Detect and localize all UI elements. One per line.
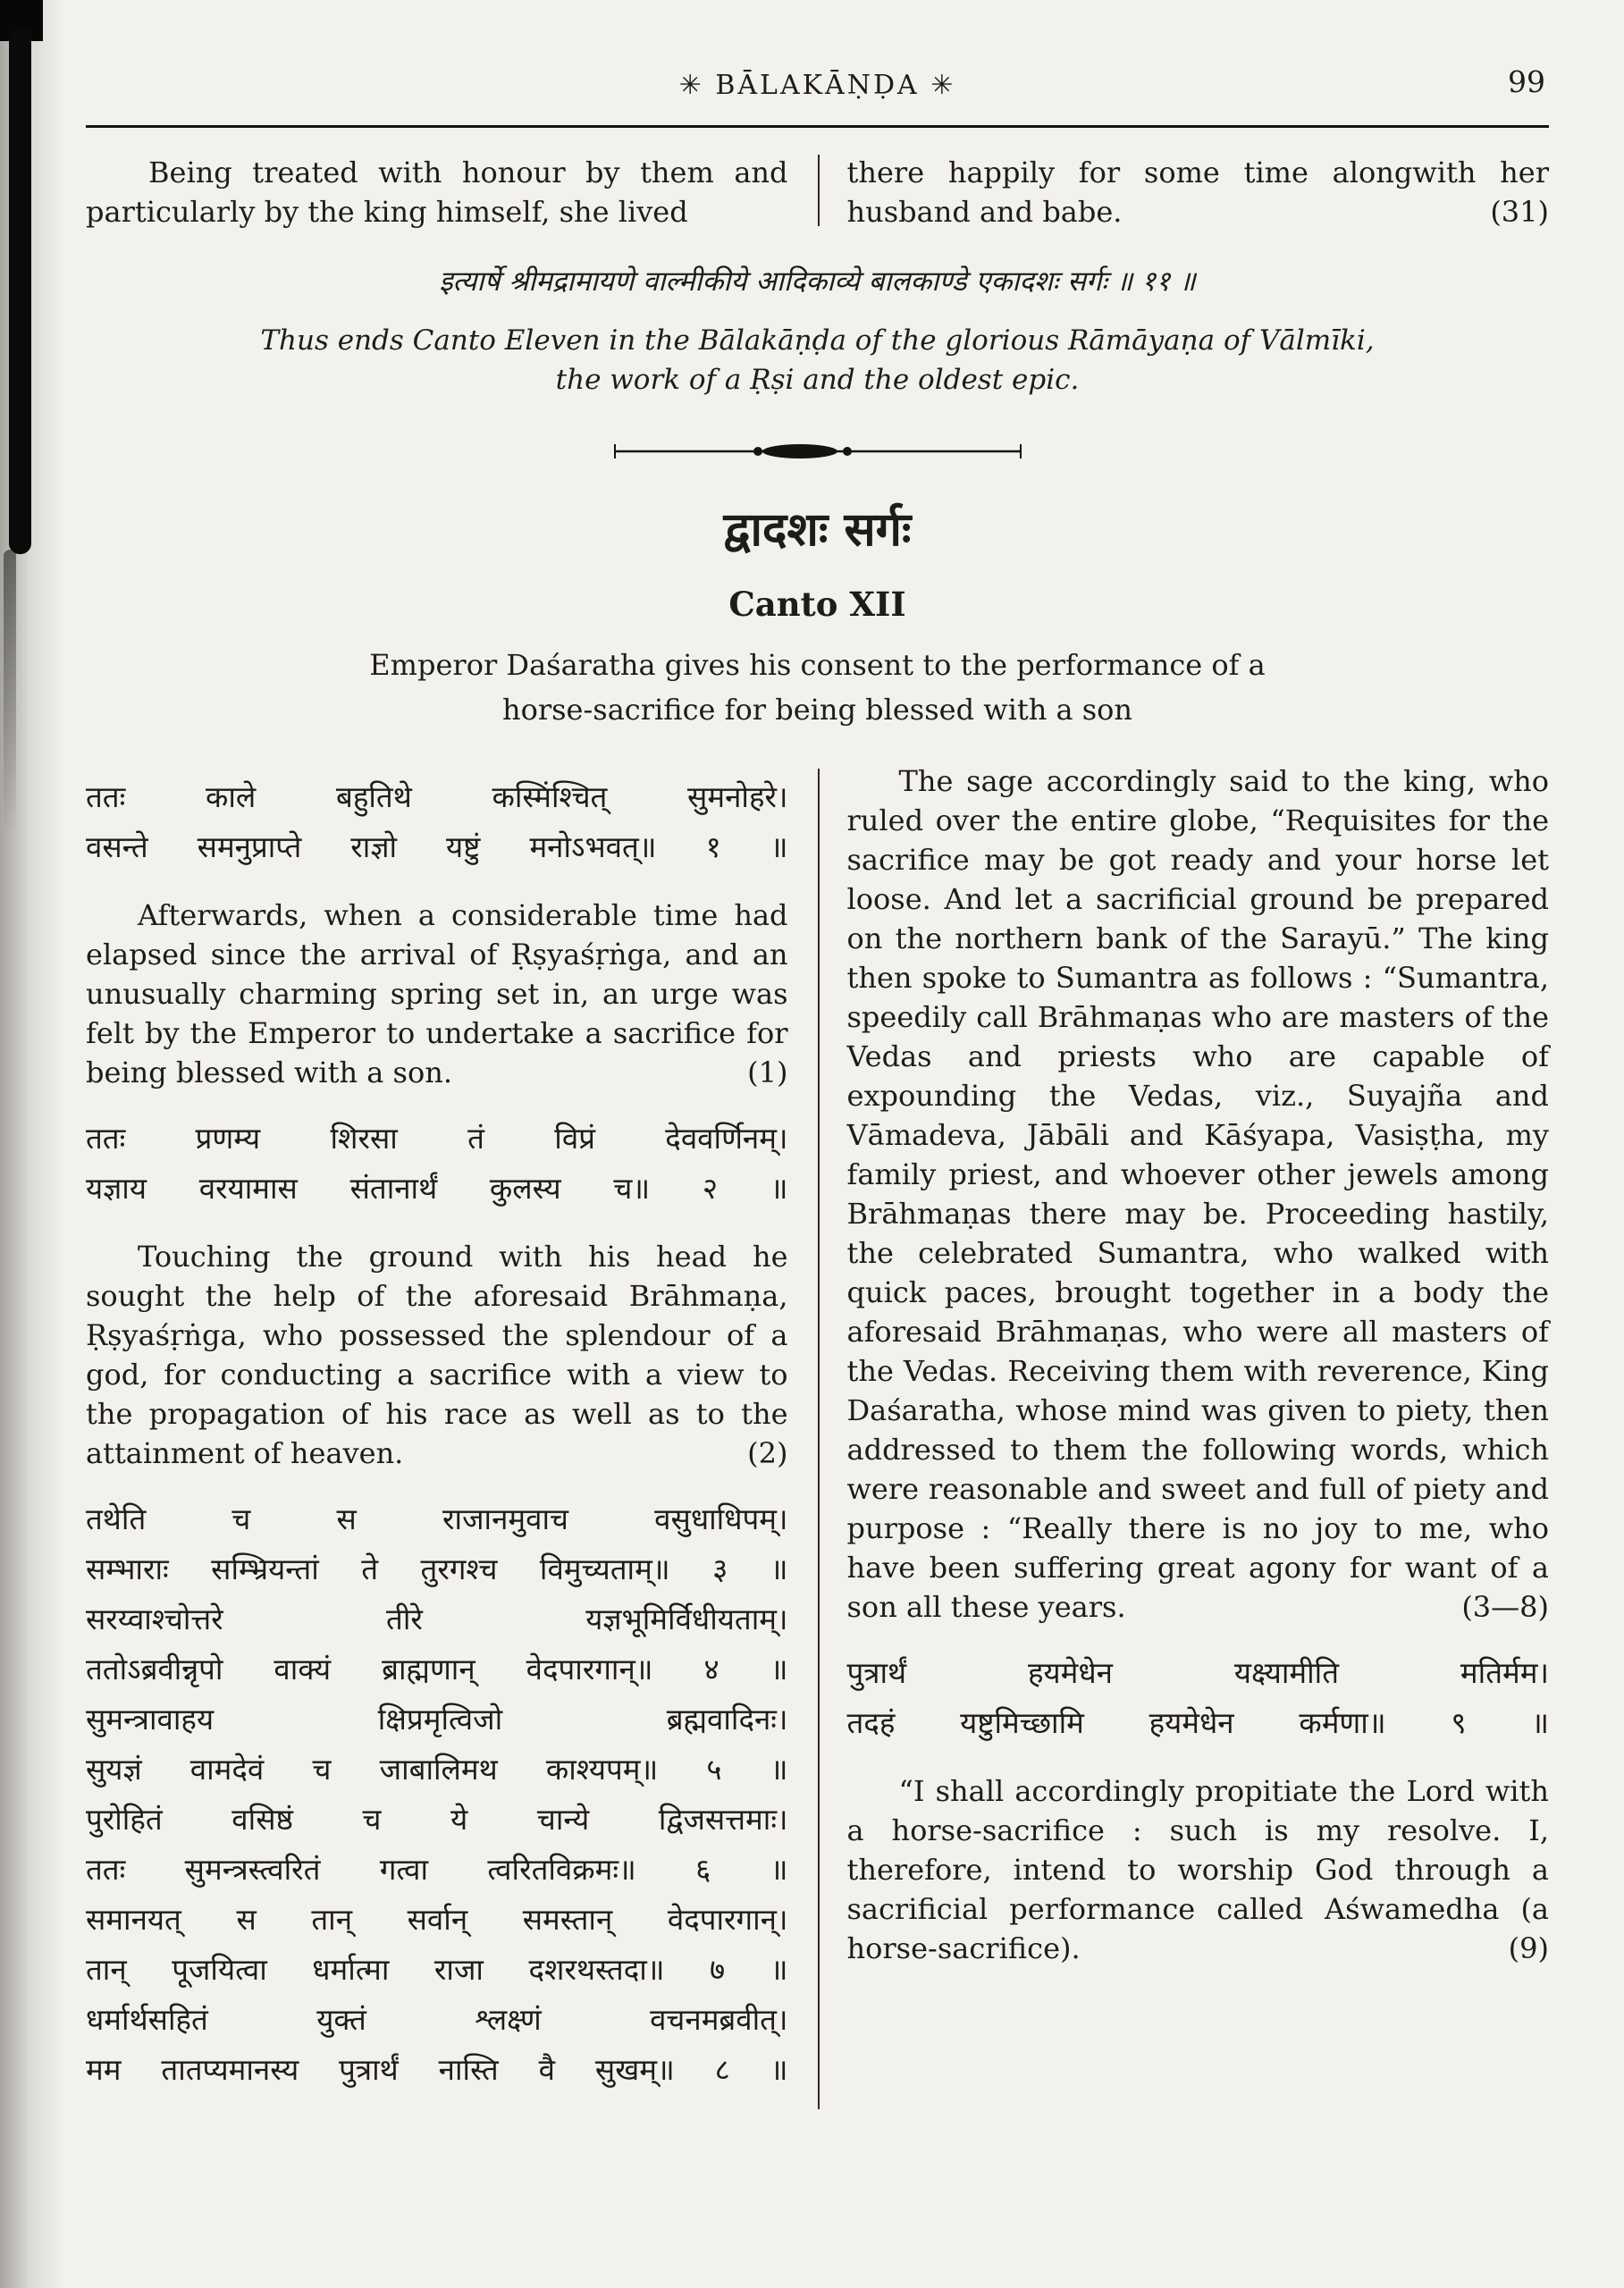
body-columns bbox=[86, 761, 1549, 2118]
right-column bbox=[847, 761, 1550, 2118]
canto-heading-english: Canto XII bbox=[728, 585, 906, 624]
column-divider bbox=[818, 769, 820, 2109]
canto-subtitle-line1: Emperor Daśaratha gives his consent to the performance of a bbox=[369, 648, 1266, 682]
sanskrit-verse-line: धर्मार्थसहितं युक्तं श्लक्ष्णं वचनमब्रवीत्। bbox=[86, 2002, 788, 2037]
page-number: 99 bbox=[1508, 64, 1545, 99]
verse-number: (31) bbox=[1490, 195, 1549, 229]
verse-number: (9) bbox=[1508, 1931, 1549, 1965]
sanskrit-verse-line: समानयत् स तान् सर्वान् समस्तान् वेदपारगान्। bbox=[86, 1902, 788, 1937]
header-rule bbox=[86, 125, 1549, 128]
sanskrit-verse-line: तदहं यष्टुमिच्छामि हयमेधेन कर्मणा॥ ९ ॥ bbox=[846, 1705, 1549, 1740]
translation-text: Touching the ground with his head he sought the help of the aforesaid Brāhmaṇa, Ṛṣyaśṛṅga, who possessed the splendour of a god, for conducting a sacrifice with a view to the propagation of his race as well as to the attainment of heaven. bbox=[86, 1240, 788, 1470]
sanskrit-verse-line: सुमन्त्रावाहय क्षिप्रमृत्विजो ब्रह्मवादिनः। bbox=[86, 1702, 788, 1737]
sanskrit-verse-line: ततः प्रणम्य शिरसा तं विप्रं देववर्णिनम्। bbox=[86, 1121, 788, 1156]
colophon-english-line1: Thus ends Canto Eleven in the Bālakāṇḍa of the glorious Rāmāyaṇa of Vālmīki, bbox=[260, 324, 1375, 357]
canto-end-left-text: Being treated with honour by them and particularly by the king himself, she lived bbox=[86, 156, 788, 229]
sanskrit-verse-line: यज्ञाय वरयामास संतानार्थं कुलस्य च॥ २ ॥ bbox=[86, 1171, 788, 1206]
sanskrit-verse-1 bbox=[86, 772, 788, 872]
sanskrit-verse-line: ततोऽब्रवीन्नृपो वाक्यं ब्राह्मणान् वेदपारगान्॥ ४ ॥ bbox=[86, 1652, 788, 1687]
translation-paragraph-1 bbox=[86, 896, 788, 1092]
sanskrit-verse-line: पुत्रार्थं हयमेधेन यक्ष्यामीति मतिर्मम। bbox=[846, 1655, 1549, 1690]
canto-end-right-body: there happily for some time alongwith her husband and babe. bbox=[846, 156, 1549, 229]
translation-text: Afterwards, when a considerable time had elapsed since the arrival of Ṛṣyaśṛṅga, and an unusually charming spring set in, an urge was felt by the Emperor to undertake a sacrifice for being blessed with a son. bbox=[86, 898, 788, 1089]
translation-paragraph-9 bbox=[847, 1771, 1550, 1968]
verse-number: (3—8) bbox=[1461, 1590, 1549, 1624]
canto-end-columns bbox=[86, 153, 1549, 231]
verse-number: (1) bbox=[747, 1056, 788, 1089]
column-divider bbox=[818, 155, 820, 226]
divider-ornament-graphic bbox=[608, 439, 1028, 464]
translation-paragraph-2 bbox=[86, 1237, 788, 1473]
translation-text: “I shall accordingly propitiate the Lord with a horse-sacrifice : such is my resolve. I, therefore, intend to worship God through a sacrificial performance called Aśwamedha (a horse-sacrifice). bbox=[846, 1774, 1549, 1965]
canto-subtitle-line2: horse-sacrifice for being blessed with a son bbox=[501, 693, 1133, 727]
sanskrit-verse-line: ततः सुमन्त्रस्त्वरितं गत्वा त्वरितविक्रमः॥ ६ ॥ bbox=[86, 1852, 788, 1887]
sanskrit-verse-line: तथेति च स राजानमुवाच वसुधाधिपम्। bbox=[86, 1502, 788, 1536]
canto-heading-sanskrit: द्वादशः सर्गः bbox=[723, 503, 912, 557]
section-divider-ornament bbox=[86, 439, 1549, 464]
page-header bbox=[86, 64, 1549, 114]
sanskrit-verse-line: सम्भाराः सम्भ्रियन्तां ते तुरगश्च विमुच्यताम्॥ ३ ॥ bbox=[86, 1552, 788, 1586]
verse-number: (2) bbox=[747, 1436, 788, 1470]
sanskrit-verse-line: सुयज्ञं वामदेवं च जाबालिमथ काश्यपम्॥ ५ ॥ bbox=[86, 1752, 788, 1787]
sanskrit-verse-line: तान् पूजयित्वा धर्मात्मा राजा दशरथस्तदा॥ ७ ॥ bbox=[86, 1952, 788, 1987]
sanskrit-verse-line: वसन्ते समनुप्राप्ते राज्ञो यष्टुं मनोऽभवत्॥ १ ॥ bbox=[86, 829, 788, 864]
sanskrit-verse-line: ततः काले बहुतिथे कस्मिंश्चित् सुमनोहरे। bbox=[86, 779, 788, 814]
canto-end-right-text bbox=[847, 153, 1550, 231]
translation-paragraph-3-8 bbox=[847, 761, 1550, 1627]
colophon-english-line2: the work of a Ṛṣi and the oldest epic. bbox=[555, 364, 1080, 396]
scan-artifact-bar bbox=[9, 27, 31, 554]
sanskrit-verse-line: मम तातप्यमानस्य पुत्रार्थं नास्ति वै सुखम्॥ ८ ॥ bbox=[86, 2052, 788, 2087]
scan-artifact-smudge bbox=[4, 550, 16, 836]
canto-twelve bbox=[86, 496, 1549, 2118]
running-title: ✳ BĀLAKĀṆḌA ✳ bbox=[678, 70, 956, 101]
sanskrit-verse-2 bbox=[86, 1114, 788, 1214]
sanskrit-verse-9 bbox=[847, 1648, 1550, 1748]
left-column bbox=[86, 761, 788, 2118]
sanskrit-verses-3-8 bbox=[86, 1494, 788, 2095]
colophon-sanskrit: इत्यार्षे श्रीमद्रामायणे वाल्मीकीये आदिकाव्ये बालकाण्डे एकादशः सर्गः ॥ ११ ॥ bbox=[439, 265, 1196, 298]
sanskrit-verse-line: सरय्वाश्चोत्तरे तीरे यज्ञभूमिर्विधीयताम्। bbox=[86, 1602, 788, 1636]
translation-text: The sage accordingly said to the king, who ruled over the entire globe, “Requisites for the sacrifice may be got ready and your horse let loose. And let a sacrificial ground be prepared on the northern bank of the Sarayū.” The king then spoke to Sumantra as follows : “Sumantra, speedily call Brāhmaṇas who are masters of the Vedas and priests who are capable of expounding the Vedas, viz., Suyajña and Vāmadeva, Jābāli and Kāśyapa, Vasiṣṭha, my family priest, and whoever other jewels among Brāhmaṇas there may be. Proceeding hastily, the celebrated Sumantra, who walked with quick paces, brought together in a body the aforesaid Brāhmaṇas, who were all masters of the Vedas. Receiving them with reverence, King Daśaratha, whose mind was given to piety, then addressed to them the following words, which were reasonable and sweet and full of piety and purpose : “Really there is no joy to me, who have been suffering great agony for want of a son all these years. bbox=[846, 764, 1549, 1624]
canto-eleven-ending bbox=[86, 153, 1549, 400]
sanskrit-verse-line: पुरोहितं वसिष्ठं च ये चान्ये द्विजसत्तमाः। bbox=[86, 1802, 788, 1837]
